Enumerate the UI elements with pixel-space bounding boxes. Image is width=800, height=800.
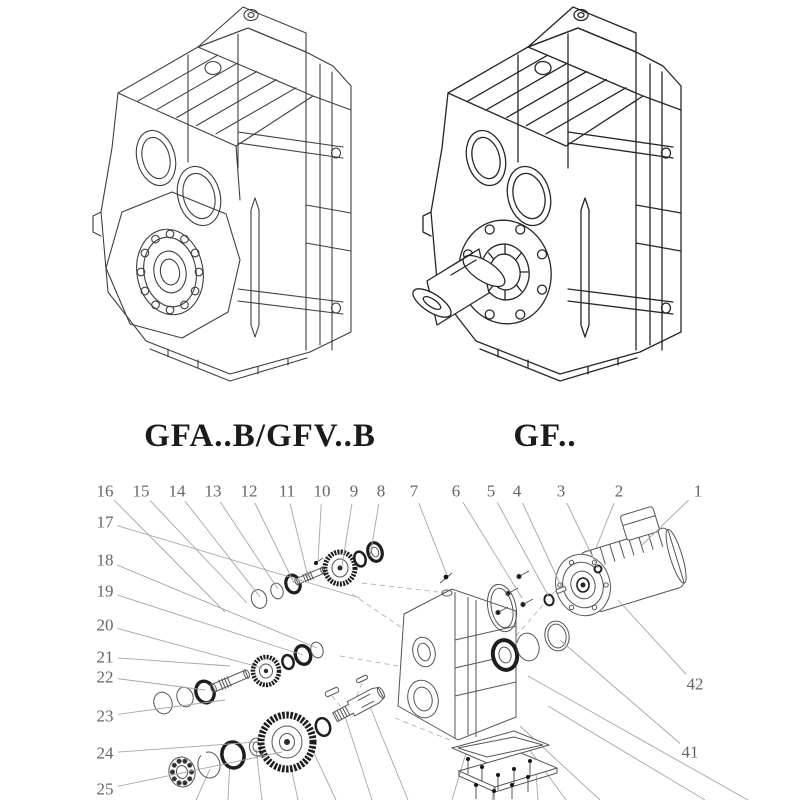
callout-leader-line [118,658,230,666]
housing-stud [440,573,452,583]
callout-label: 25 [96,779,114,799]
callout-label: 41 [681,742,699,762]
callout-label: 6 [451,481,461,501]
caption-right-model: GF.. [513,418,577,454]
callout-label: 11 [278,481,296,501]
callout-leader-line [220,502,278,589]
callout-label: 12 [240,481,258,501]
callout-label: 23 [96,706,114,726]
callout-leader-line [118,679,205,690]
callout-leader-line [150,500,247,603]
output-pinion-shaft [331,685,387,725]
motor-assembly [496,502,691,623]
callout-label: 24 [96,743,114,763]
callout-label: 19 [96,581,114,601]
callout-leader-line [117,526,360,598]
callout-leader-line [255,503,294,583]
callout-leader-line [522,503,562,588]
intermediate-shaft-parts [151,641,325,717]
callout-leader-line [318,504,321,561]
callout-label: 20 [96,615,114,635]
callout-label: 17 [96,512,114,532]
callout-leader-line [497,502,549,597]
caption-left-model: GFA..B/GFV..B [144,418,376,454]
callout-label: 4 [512,481,522,501]
callout-leader-line [419,503,447,575]
callout-label: 8 [376,481,386,501]
callout-label: 16 [96,481,114,501]
callout-leader-line [114,500,225,612]
callout-label: 9 [349,481,359,501]
callout-label: 22 [96,667,114,687]
callout-label: 5 [486,481,496,501]
callout-label: 7 [409,481,419,501]
callout-leader-lines [114,500,688,786]
callout-leader-line [463,502,522,598]
callout-label: 42 [686,674,704,694]
main-gear [261,715,313,769]
roller-bearing [166,755,198,790]
callout-leader-line [118,700,225,714]
callout-label: 13 [204,481,222,501]
callout-label: 18 [96,550,114,570]
callout-label: 2 [614,481,624,501]
callout-label: 10 [313,481,331,501]
callout-leader-line [596,503,614,548]
callout-label: 15 [132,481,150,501]
callout-label: 21 [96,647,114,667]
callout-label: 14 [168,481,186,501]
callout-leader-line [618,600,686,674]
callout-label: 3 [556,481,566,501]
bottom-cover-assembly [452,731,557,800]
callout-leader-line [290,504,308,577]
callout-label: 1 [693,481,703,501]
